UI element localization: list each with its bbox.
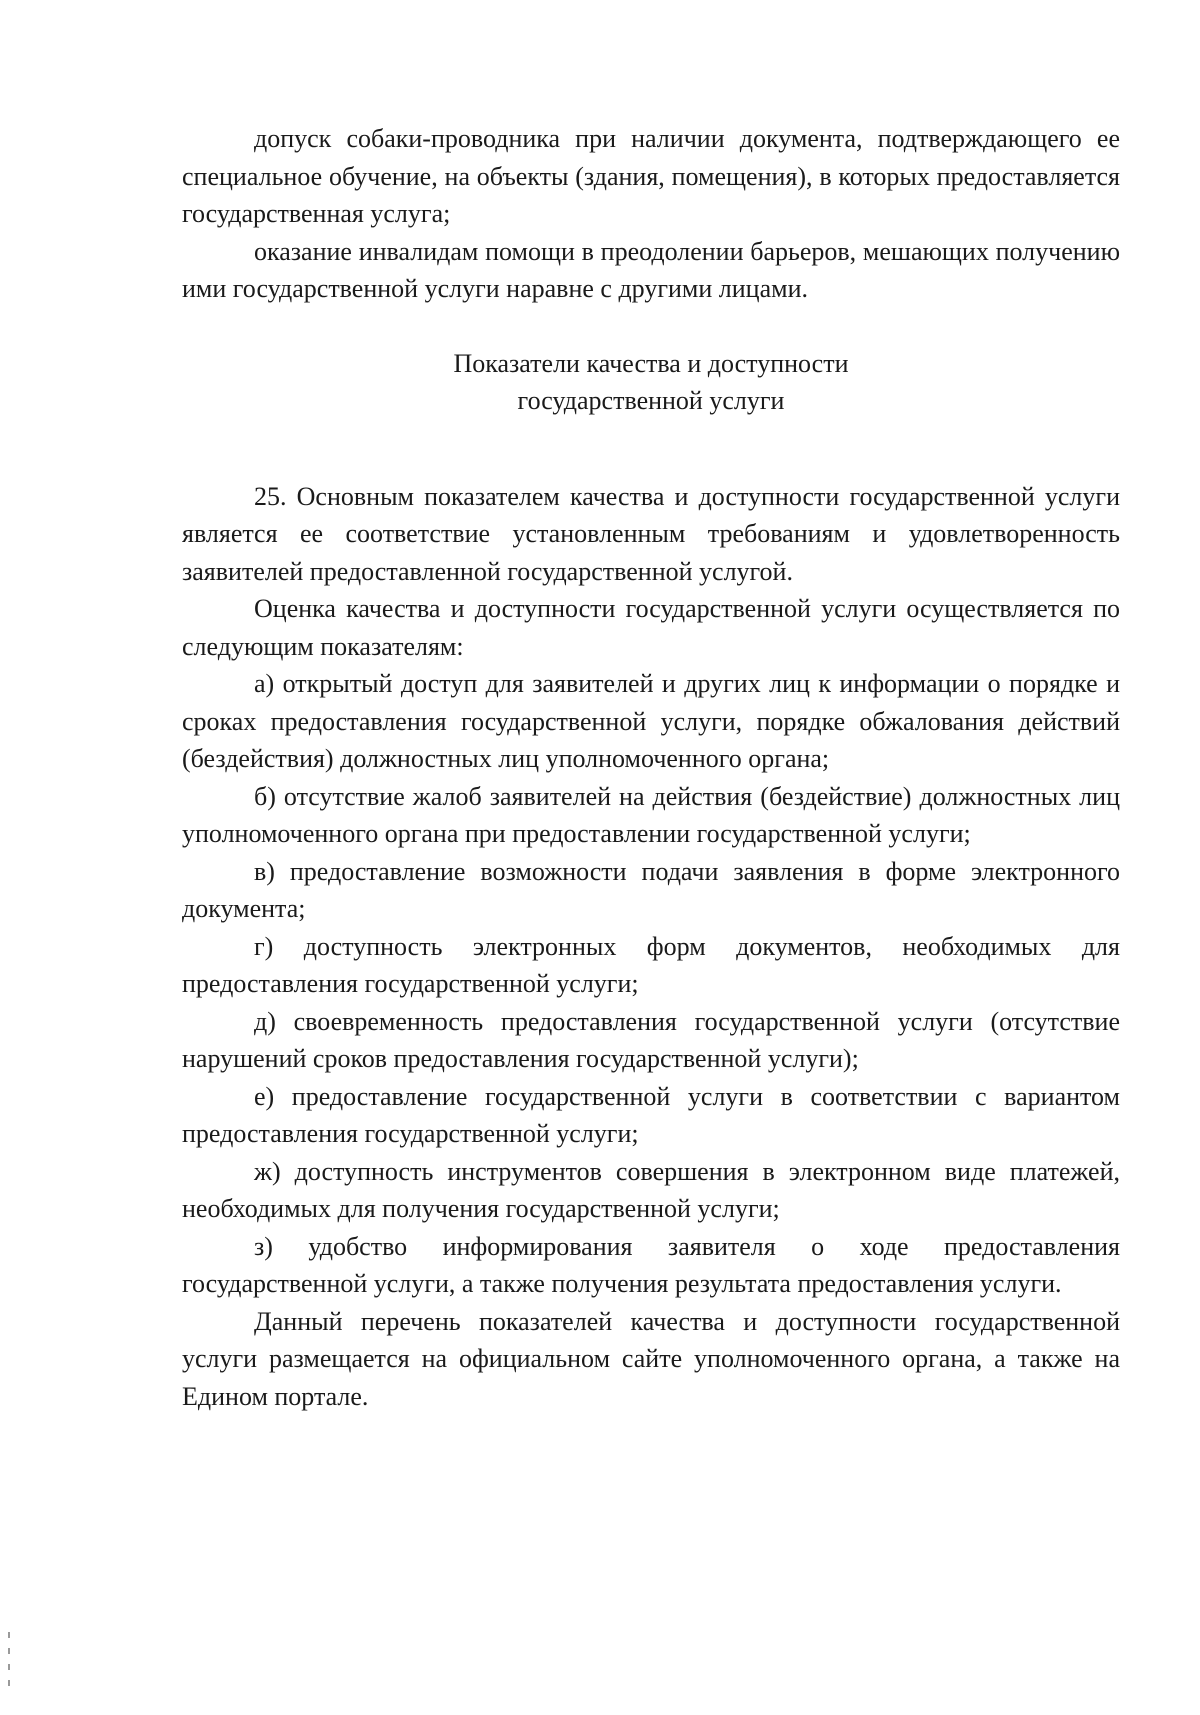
- scan-edge-marks: [8, 1632, 12, 1702]
- list-item-v: в) предоставление возможности подачи заявления в форме электронного документа;: [182, 856, 1120, 923]
- scan-mark: [8, 1632, 10, 1638]
- section-heading-line-2: государственной услуги: [517, 386, 785, 415]
- list-item-b: б) отсутствие жалоб заявителей на действия (бездействие) должностных лиц уполномоченного органа при предоставлении государственной услуги;: [182, 781, 1120, 848]
- document-body: [182, 120, 1120, 1415]
- paragraph-assistance: оказание инвалидам помощи в преодолении барьеров, мешающих получению ими государственной услуги наравне с другими лицами.: [182, 236, 1120, 303]
- list-item-e: е) предоставление государственной услуги в соответствии с вариантом предоставления государственной услуги;: [182, 1081, 1120, 1148]
- paragraph-guide-dog: допуск собаки-проводника при наличии документа, подтверждающего ее специальное обучение, на объекты (здания, помещения), в которых предоставляется государственная услуга;: [182, 124, 1120, 228]
- section-heading: [182, 345, 1120, 420]
- paragraph-publication: Данный перечень показателей качества и доступности государственной услуги размещается на официальном сайте уполномоченного органа, а также на Едином портале.: [182, 1306, 1120, 1411]
- section-heading-line-1: Показатели качества и доступности: [453, 348, 849, 378]
- paragraph-assessment: Оценка качества и доступности государственной услуги осуществляется по следующим показателям:: [182, 594, 1120, 661]
- list-item-a: а) открытый доступ для заявителей и других лиц к информации о порядке и сроках предоставления государственной услуги, порядке обжалования действий (бездействия) должностных лиц уполномоченного органа;: [182, 669, 1120, 773]
- list-item-d: д) своевременность предоставления государственной услуги (отсутствие нарушений сроков предоставления государственной услуги);: [182, 1006, 1120, 1073]
- scan-mark: [8, 1648, 10, 1654]
- scan-mark: [8, 1680, 10, 1686]
- list-item-z: з) удобство информирования заявителя о ходе предоставления государственной услуги, а также получения результата предоставления услуги.: [182, 1231, 1120, 1298]
- paragraph-25: 25. Основным показателем качества и доступности государственной услуги является ее соответствие установленным требованиям и удовлетворенность заявителей предоставленной государственной услугой.: [182, 481, 1120, 586]
- scan-mark: [8, 1664, 10, 1670]
- list-item-g: г) доступность электронных форм документов, необходимых для предоставления государственной услуги;: [182, 931, 1120, 998]
- list-item-zh: ж) доступность инструментов совершения в электронном виде платежей, необходимых для получения государственной услуги;: [182, 1156, 1120, 1223]
- section-body: [182, 478, 1120, 1416]
